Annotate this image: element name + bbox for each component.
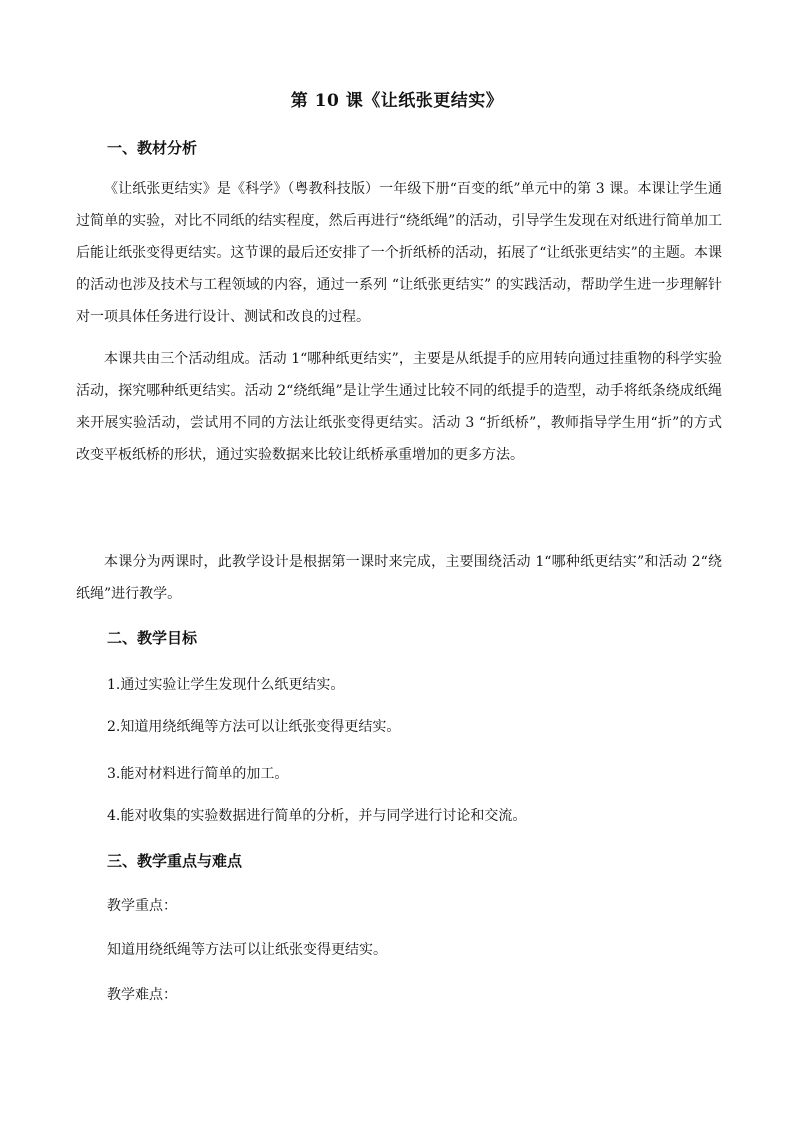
analysis-paragraph-3: 本课分为两课时，此教学设计是根据第一课时来完成，主要围绕活动 1“哪种纸更结实”和活动 2“绕纸绳”进行教学。 [76,554,722,602]
goal-item-4: 4.能对收集的实验数据进行简单的分析，并与同学进行讨论和交流。 [107,808,527,824]
key-point-label: 教学重点： [107,898,177,914]
section-heading-key-points: 三、教学重点与难点 [107,852,243,870]
key-point-text: 知道用绕纸绳等方法可以让纸张变得更结实。 [107,942,387,958]
section-heading-analysis: 一、教材分析 [107,139,198,157]
difficulty-label: 教学难点： [107,987,177,1003]
goal-item-2: 2.知道用绕纸绳等方法可以让纸张变得更结实。 [107,719,401,735]
goal-item-1: 1.通过实验让学生发现什么纸更结实。 [107,677,345,693]
section-heading-goals: 二、教学目标 [107,629,198,647]
analysis-paragraph-2: 本课共由三个活动组成。活动 1“哪种纸更结实”，主要是从纸提手的应用转向通过挂重物的科学实验活动，探究哪种纸更结实。活动 2“绕纸绳”是让学生通过比较不同的纸提手的造型，动手将纸条绕成纸绳来开展实验活动，尝试用不同的方法让纸张变得更结实。活动 3 “折纸桥”，教师指导学生用“折”的方式改变平板纸桥的形状，通过实验数据来比较让纸桥承重增加的更多方法。 [76,351,722,463]
analysis-paragraph-1: 《让纸张更结实》是《科学》（粤教科技版）一年级下册“百变的纸”单元中的第 3 课。本课让学生通过简单的实验，对比不同纸的结实程度，然后再进行“绕纸绳”的活动，引导学生发现在对纸进行简单加工后能让纸张变得更结实。这节课的最后还安排了一个折纸桥的活动，拓展了“让纸张更结实”的主题。本课的活动也涉及技术与工程领域的内容，通过一系列 “让纸张更结实” 的实践活动，帮助学生进一步理解针对一项具体任务进行设计、测试和改良的过程。 [76,181,722,325]
page-title: 第 10 课《让纸张更结实》 [290,91,504,111]
goal-item-3: 3.能对材料进行简单的加工。 [107,766,289,782]
